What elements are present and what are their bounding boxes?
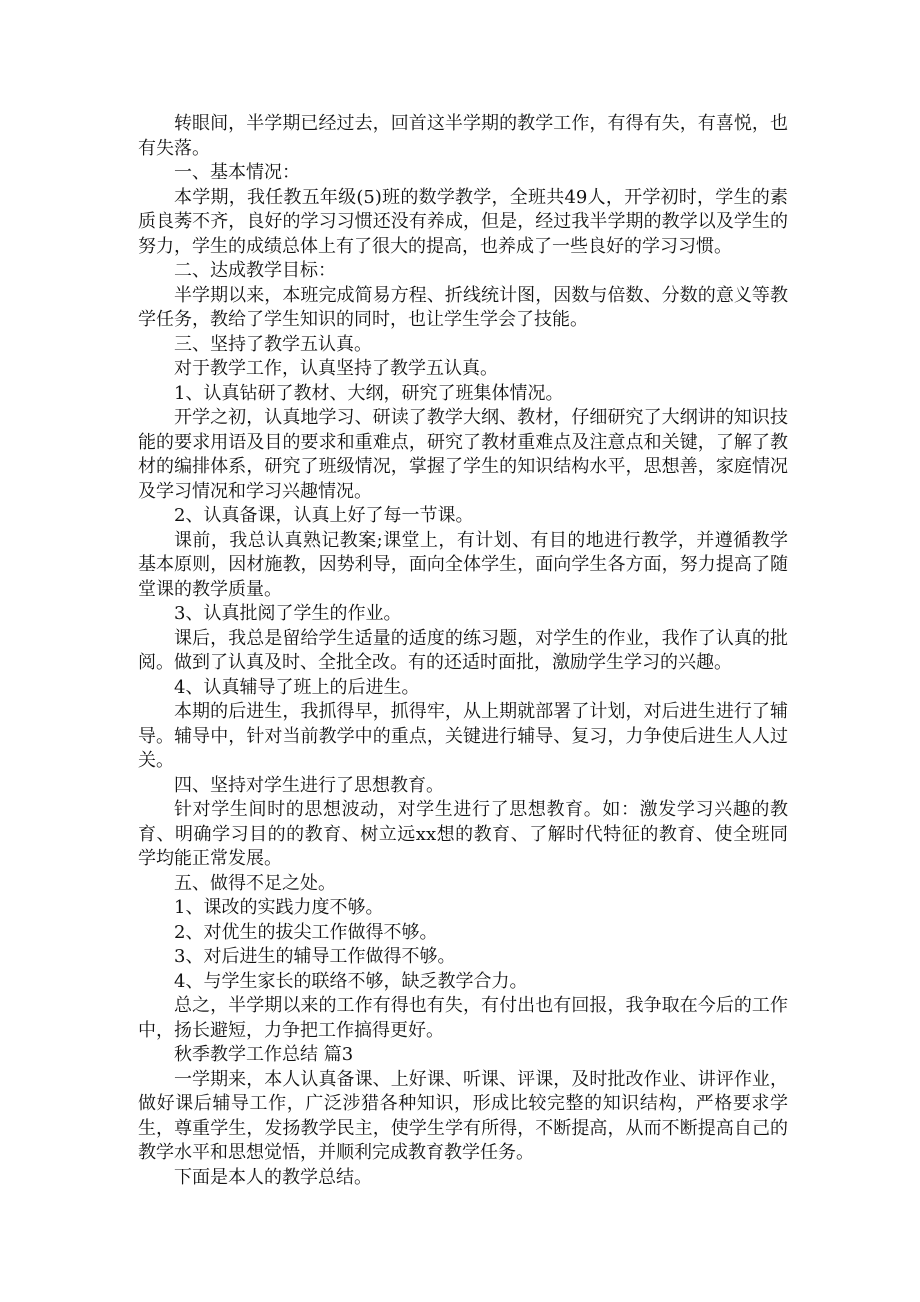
paragraph: 一学期来，本人认真备课、上好课、听课、评课，及时批改作业、讲评作业，做好课后辅导工作，广泛涉猎各种知识，形成比较完整的知识结构，严格要求学生，尊重学生，发扬教学民主，使学生学有所得，不断提高，从而不断提高自己的教学水平和思想觉悟，并顺利完成教育教学任务。 xyxy=(138,1068,788,1163)
paragraph: 针对学生间时的思想波动，对学生进行了思想教育。如：激发学习兴趣的教育、明确学习目的的教育、树立远xx想的教育、了解时代特征的教育、使全班同学均能正常发展。 xyxy=(138,799,788,869)
paragraph: 半学期以来，本班完成简易方程、折线统计图，因数与倍数、分数的意义等教学任务，教给了学生知识的同时，也让学生学会了技能。 xyxy=(138,284,788,330)
document-body xyxy=(138,112,788,1190)
list-item-heading: 4、认真辅导了班上的后进生。 xyxy=(174,676,420,698)
list-item: 4、与学生家长的联络不够，缺乏教学合力。 xyxy=(174,970,528,992)
paragraph: 本学期，我任教五年级(5)班的数学教学，全班共49人，开学初时，学生的素质良莠不齐，良好的学习习惯还没有养成，但是，经过我半学期的教学以及学生的努力，学生的成绩总体上有了很大的提高，也养成了一些良好的学习习惯。 xyxy=(138,186,788,257)
list-item-heading: 1、认真钻研了教材、大纲，研究了班集体情况。 xyxy=(174,382,564,404)
section-heading-basic-situation: 一、基本情况： xyxy=(174,162,300,183)
list-item-heading: 3、认真批阅了学生的作业。 xyxy=(174,603,402,624)
section-heading-teaching-goals: 二、达成教学目标： xyxy=(174,260,336,281)
section-heading-shortcomings: 五、做得不足之处。 xyxy=(174,872,336,894)
article-title: 秋季教学工作总结 篇3 xyxy=(174,1044,354,1065)
paragraph: 本期的后进生，我抓得早，抓得牢，从上期就部署了计划，对后进生进行了辅导。辅导中，针对当前教学中的重点，关键进行辅导、复习，力争使后进生人人过关。 xyxy=(138,701,788,771)
paragraph: 下面是本人的教学总结。 xyxy=(174,1166,372,1188)
paragraph: 开学之初，认真地学习、研读了教学大纲、教材，仔细研究了大纲讲的知识技能的要求用语及目的要求和重难点，研究了教材重难点及注意点和关键，了解了教材的编排体系，研究了班级情况，掌握了学生的知识结构水平，思想善，家庭情况及学习情况和学习兴趣情况。 xyxy=(138,407,788,502)
conclusion-paragraph: 总之，半学期以来的工作有得也有失，有付出也有回报，我争取在今后的工作中，扬长避短，力争把工作搞得更好。 xyxy=(138,995,788,1041)
list-item-heading: 2、认真备课，认真上好了每一节课。 xyxy=(174,505,474,526)
section-heading-five-earnest: 三、坚持了教学五认真。 xyxy=(174,333,372,355)
paragraph: 课前，我总认真熟记教案;课堂上，有计划、有目的地进行教学，并遵循教学基本原则，因材施教，因势利导，面向全体学生，面向学生各方面，努力提高了随堂课的教学质量。 xyxy=(138,529,788,600)
section-heading-ideological-education: 四、坚持对学生进行了思想教育。 xyxy=(174,774,444,796)
list-item: 3、对后进生的辅导工作做得不够。 xyxy=(174,946,456,967)
list-item: 1、课改的实践力度不够。 xyxy=(174,897,384,918)
intro-paragraph: 转眼间，半学期已经过去，回首这半学期的教学工作，有得有失，有喜悦，也有失落。 xyxy=(138,113,788,159)
paragraph: 课后，我总是留给学生适量的适度的练习题，对学生的作业，我作了认真的批阅。做到了认真及时、全批全改。有的还适时面批，激励学生学习的兴趣。 xyxy=(138,627,788,673)
list-item: 2、对优生的拔尖工作做得不够。 xyxy=(174,921,438,943)
paragraph: 对于教学工作，认真坚持了教学五认真。 xyxy=(174,358,498,379)
